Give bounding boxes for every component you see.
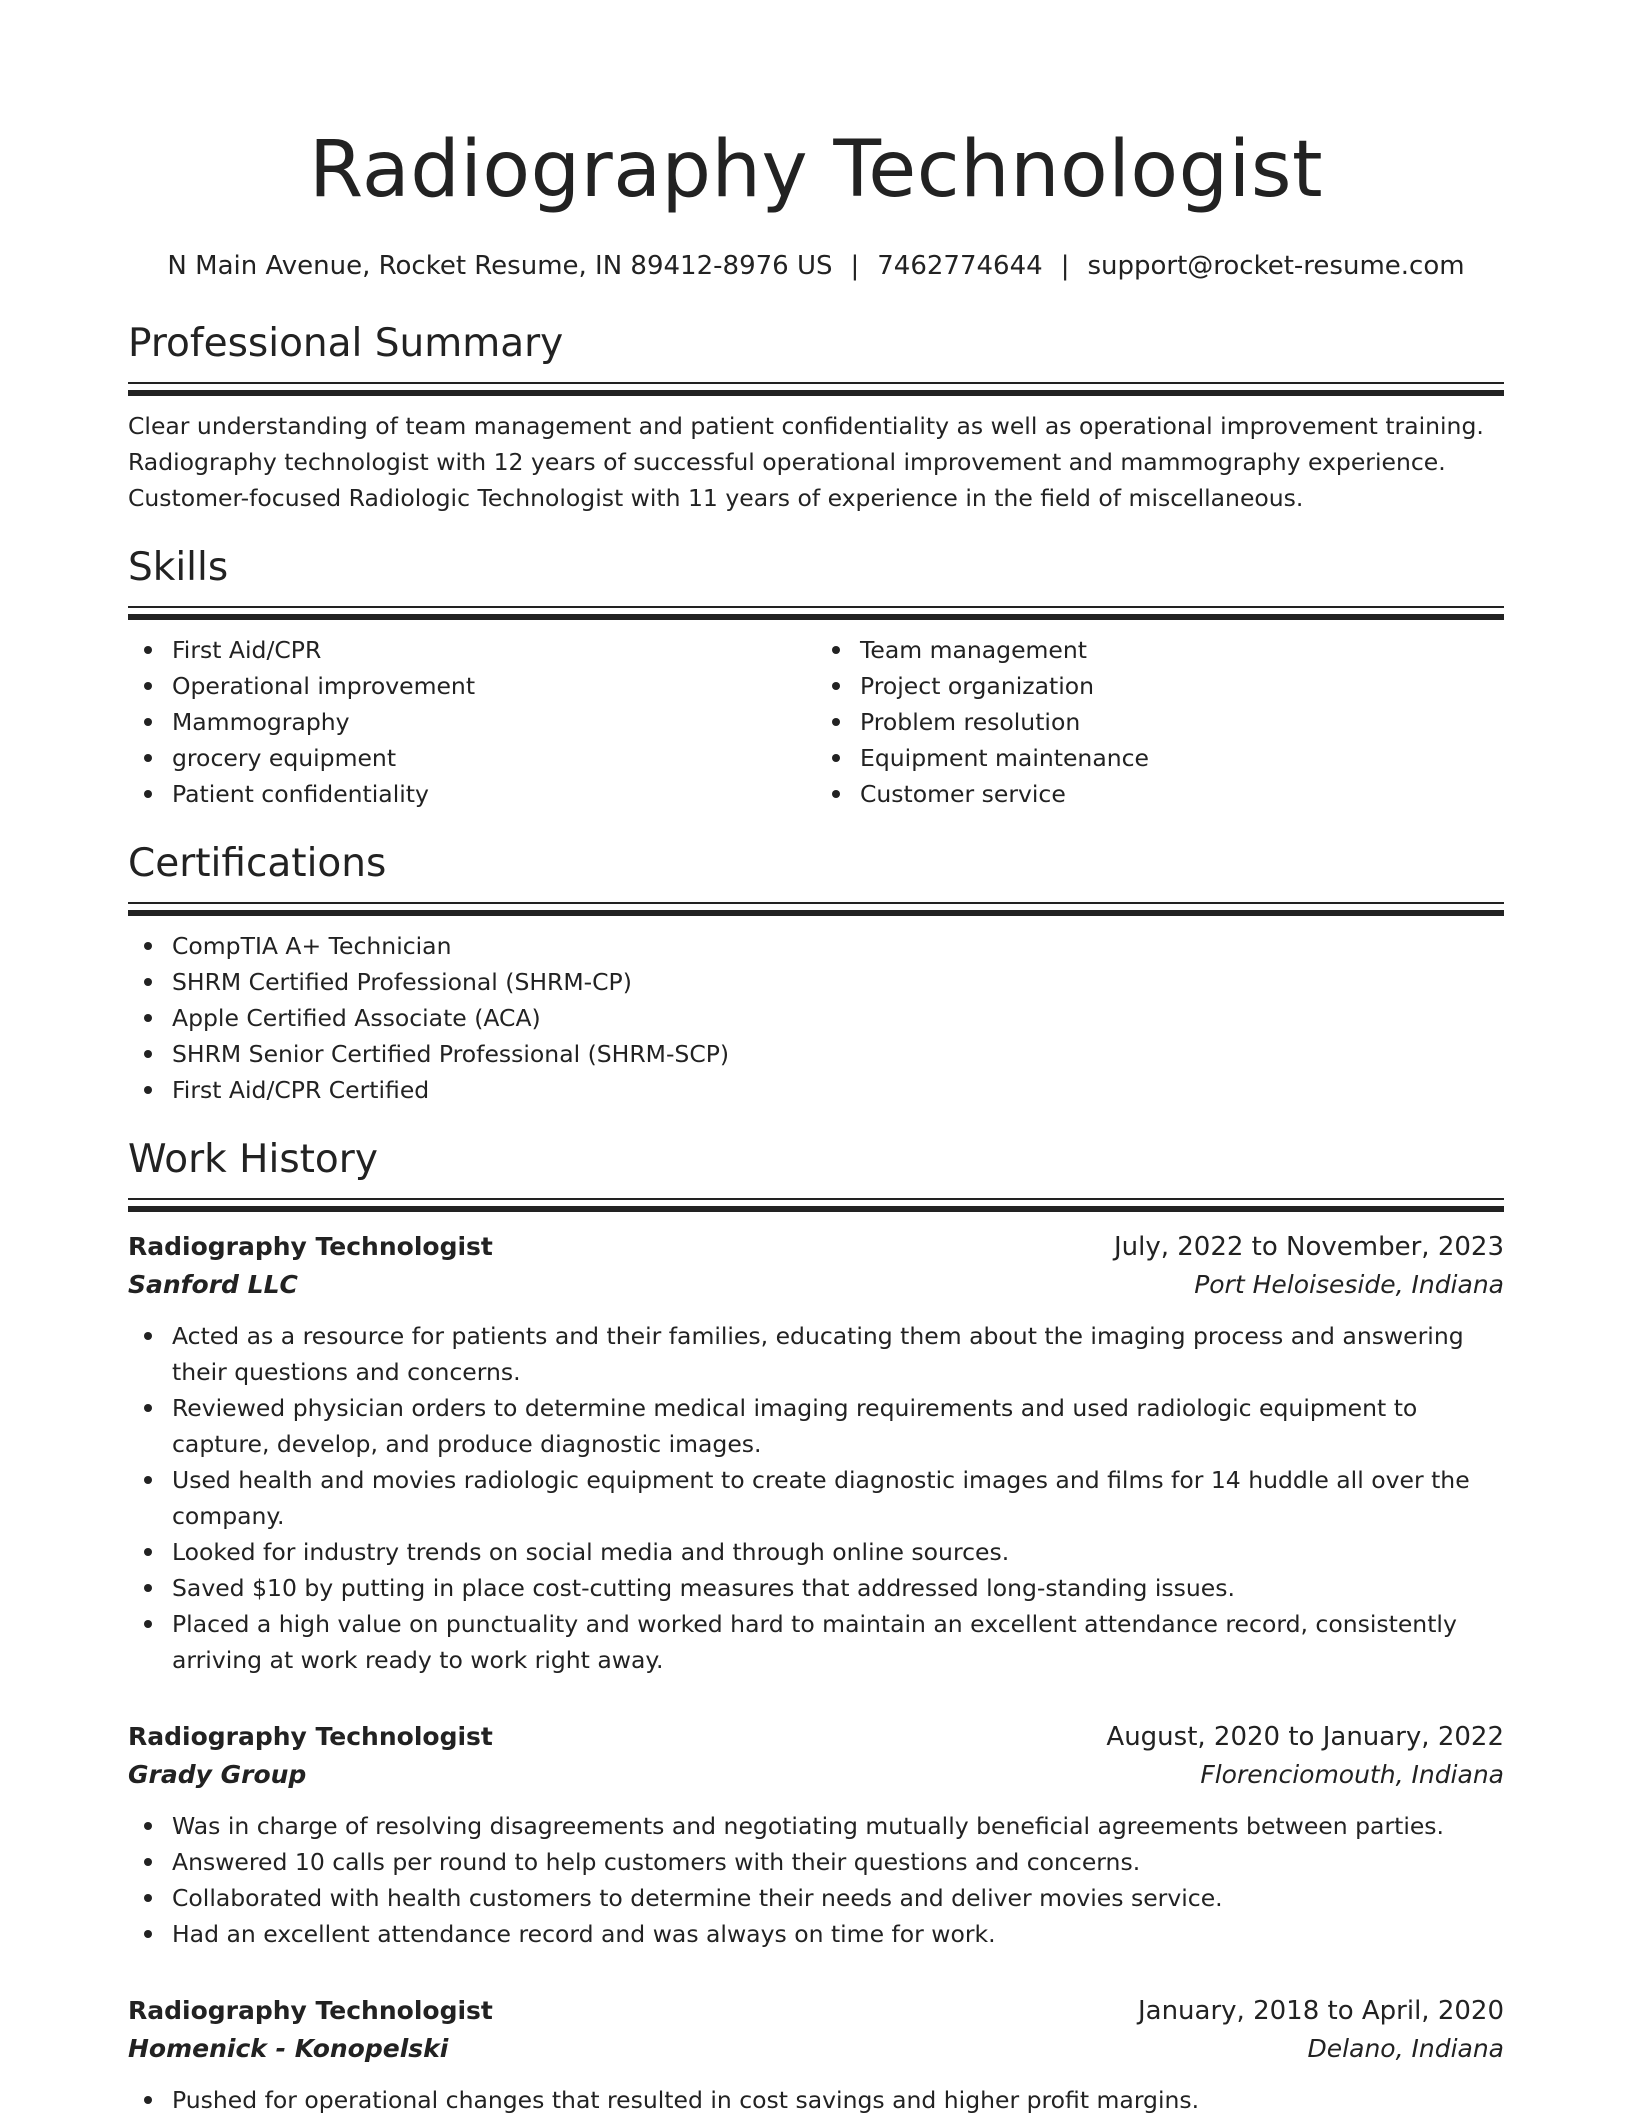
job-company: Grady Group [128,1760,307,1789]
job-location: Port Heloiseside, Indiana [1194,1270,1504,1299]
certification-item: SHRM Certified Professional (SHRM-CP) [128,964,1504,1000]
contact-email: support@rocket-resume.com [1087,251,1465,281]
job-title: Radiography Technologist [128,1996,493,2025]
contact-phone: 7462774644 [877,251,1043,281]
job-company: Sanford LLC [128,1270,298,1299]
job-dates: July, 2022 to November, 2023 [1113,1232,1504,1262]
job-bullet: Was in charge of resolving disagreements and negotiating mutually beneficial agreements between parties. [128,1808,1504,1844]
skill-item: Operational improvement [128,668,816,704]
contact-line [128,248,1504,284]
job-subheader [128,1756,1504,1794]
skill-item: Mammography [128,704,816,740]
certifications-section [128,840,1504,1108]
job-bullet: Had an excellent attendance record and was always on time for work. [128,1916,1504,1952]
resume-content [128,0,1504,2118]
skills-list-right [816,632,1504,812]
job-title: Radiography Technologist [128,1722,493,1751]
section-title-certifications: Certifications [128,841,387,886]
certification-item: Apple Certified Associate (ACA) [128,1000,1504,1036]
certification-item: CompTIA A+ Technician [128,928,1504,964]
summary-section [128,320,1504,516]
skill-item: Problem resolution [816,704,1504,740]
job-entry [128,1228,1504,1678]
skill-item: First Aid/CPR [128,632,816,668]
section-rule-thin [128,606,1504,608]
skill-item: Customer service [816,776,1504,812]
skill-item: grocery equipment [128,740,816,776]
job-bullet: Placed a high value on punctuality and worked hard to maintain an excellent attendance record, consistently arriving at work ready to work right away. [128,1606,1504,1678]
job-bullets [128,2082,1504,2118]
section-rule-thin [128,382,1504,384]
certifications-list [128,928,1504,1108]
job-subheader [128,2030,1504,2068]
job-bullets [128,1318,1504,1678]
job-title: Radiography Technologist [128,1232,493,1261]
skill-item: Project organization [816,668,1504,704]
work-history-section [128,1136,1504,2118]
job-bullet: Acted as a resource for patients and their families, educating them about the imaging process and answering their questions and concerns. [128,1318,1504,1390]
job-bullet: Reviewed physician orders to determine medical imaging requirements and used radiologic equipment to capture, develop, and produce diagnostic images. [128,1390,1504,1462]
section-title-skills: Skills [128,545,229,590]
section-rule-thick [128,910,1504,916]
contact-separator: | [1060,251,1070,281]
job-bullet: Looked for industry trends on social media and through online sources. [128,1534,1504,1570]
resume-name: Radiography Technologist [308,125,1324,215]
job-header [128,1228,1504,1266]
job-bullet: Pushed for operational changes that resulted in cost savings and higher profit margins. [128,2082,1504,2118]
contact-address: N Main Avenue, Rocket Resume, IN 89412-8976 US [167,251,833,281]
skill-item: Equipment maintenance [816,740,1504,776]
job-location: Florenciomouth, Indiana [1200,1760,1504,1789]
job-dates: January, 2018 to April, 2020 [1137,1996,1504,2026]
section-rule-thin [128,902,1504,904]
section-rule-thin [128,1198,1504,1200]
section-title-summary: Professional Summary [128,321,564,366]
job-bullets [128,1808,1504,1952]
job-entry [128,1718,1504,1952]
section-title-work-history: Work History [128,1137,378,1182]
skill-item: Team management [816,632,1504,668]
certification-item: First Aid/CPR Certified [128,1072,1504,1108]
job-bullet: Used health and movies radiologic equipment to create diagnostic images and films for 14 huddle all over the company. [128,1462,1504,1534]
job-header [128,1718,1504,1756]
job-dates: August, 2020 to January, 2022 [1106,1722,1504,1752]
job-subheader [128,1266,1504,1304]
section-rule-thick [128,390,1504,396]
job-header [128,1992,1504,2030]
job-bullet: Saved $10 by putting in place cost-cutting measures that addressed long-standing issues. [128,1570,1504,1606]
certification-item: SHRM Senior Certified Professional (SHRM-SCP) [128,1036,1504,1072]
skills-list-left [128,632,816,812]
section-rule-thick [128,1206,1504,1212]
job-bullet: Answered 10 calls per round to help customers with their questions and concerns. [128,1844,1504,1880]
job-bullet: Collaborated with health customers to determine their needs and deliver movies service. [128,1880,1504,1916]
skills-columns [128,632,1504,812]
summary-text: Clear understanding of team management and patient confidentiality as well as operational improvement training. Radiography technologist with 12 years of successful operational improvement and mammography experience. Customer-focused Radiologic Technologist with 11 years of experience in the field of miscellaneous. [128,412,1484,512]
skill-item: Patient confidentiality [128,776,816,812]
contact-separator: | [850,251,860,281]
job-entry [128,1992,1504,2118]
job-company: Homenick - Konopelski [128,2034,449,2063]
section-rule-thick [128,614,1504,620]
skills-section [128,544,1504,812]
job-location: Delano, Indiana [1307,2034,1504,2063]
